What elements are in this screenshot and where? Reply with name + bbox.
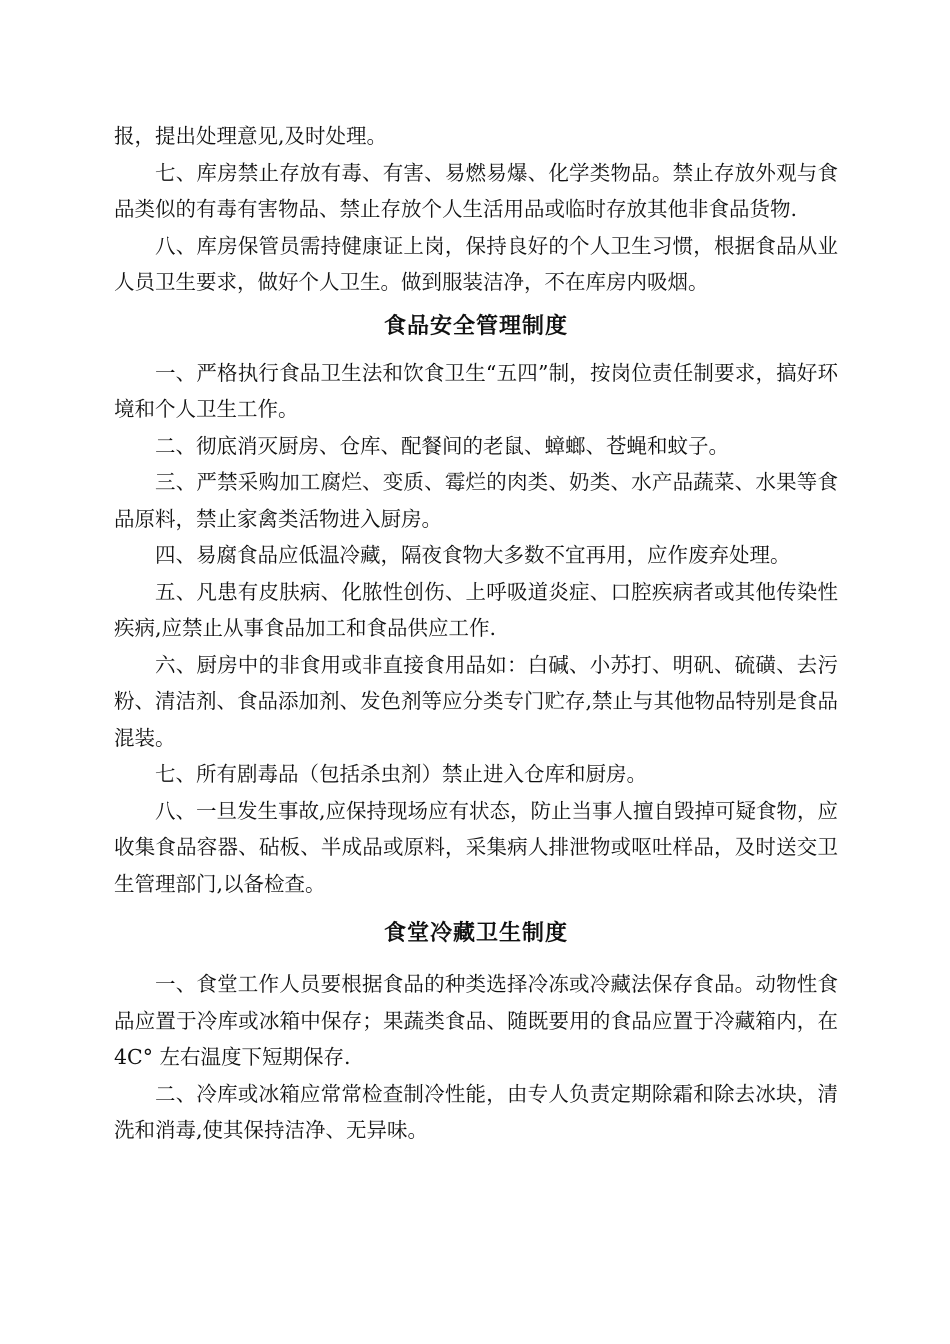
paragraph-storage-rule-7: 七、库房禁止存放有毒、有害、易燃易爆、化学类物品。禁止存放外观与食品类似的有毒有害物品、禁止存放个人生活用品或临时存放其他非食品货物. <box>114 160 838 221</box>
section-cold-storage <box>114 918 838 1149</box>
paragraph-continued: 报，提出处理意见,及时处理。 <box>114 124 388 148</box>
paragraph-cold-storage-1: 一、食堂工作人员要根据食品的种类选择冷冻或冷藏法保存食品。动物性食品应置于冷库或冰箱中保存；果蔬类食品、随既要用的食品应置于冷藏箱内，在 4C° 左右温度下短期保存. <box>114 972 838 1069</box>
section-storage-rules-continued <box>114 118 838 301</box>
paragraph-food-safety-1: 一、严格执行食品卫生法和饮食卫生“五四”制，按岗位责任制要求，搞好环境和个人卫生工作。 <box>114 360 838 421</box>
section-food-safety <box>114 311 838 903</box>
paragraph-food-safety-6: 六、厨房中的非食用或非直接食用品如：白碱、小苏打、明矾、硫磺、去污粉、清洁剂、食品添加剂、发色剂等应分类专门贮存,禁止与其他物品特别是食品混装。 <box>114 652 839 750</box>
section-title-food-safety: 食品安全管理制度 <box>383 312 568 339</box>
paragraph-food-safety-7: 七、所有剧毒品（包括杀虫剂）禁止进入仓库和厨房。 <box>155 762 647 786</box>
section-title-cold-storage: 食堂冷藏卫生制度 <box>383 920 568 946</box>
document-page <box>114 118 838 1149</box>
paragraph-food-safety-2: 二、彻底消灭厨房、仓库、配餐间的老鼠、蟑螂、苍蝇和蚊子。 <box>155 433 729 458</box>
paragraph-food-safety-8: 八、一旦发生事故,应保持现场应有状态，防止当事人擅自毁掉可疑食物，应收集食品容器、砧板、半成品或原料，采集病人排泄物或呕吐样品，及时送交卫生管理部门,以备检查。 <box>114 798 839 896</box>
paragraph-food-safety-3: 三、严禁采购加工腐烂、变质、霉烂的肉类、奶类、水产品蔬菜、水果等食品原料，禁止家禽类活物进入厨房。 <box>114 470 838 531</box>
paragraph-storage-rule-8: 八、库房保管员需持健康证上岗，保持良好的个人卫生习惯，根据食品从业人员卫生要求，做好个人卫生。做到服装洁净，不在库房内吸烟。 <box>114 233 838 294</box>
paragraph-cold-storage-2: 二、冷库或冰箱应常常检查制冷性能，由专人负责定期除霜和除去冰块，清洗和消毒,使其保持洁净、无异味。 <box>114 1081 838 1142</box>
paragraph-food-safety-4: 四、易腐食品应低温冷藏，隔夜食物大多数不宜再用，应作废弃处理。 <box>155 543 791 567</box>
paragraph-food-safety-5: 五、凡患有皮肤病、化脓性创伤、上呼吸道炎症、口腔疾病者或其他传染性疾病,应禁止从事食品加工和食品供应工作. <box>114 579 838 640</box>
